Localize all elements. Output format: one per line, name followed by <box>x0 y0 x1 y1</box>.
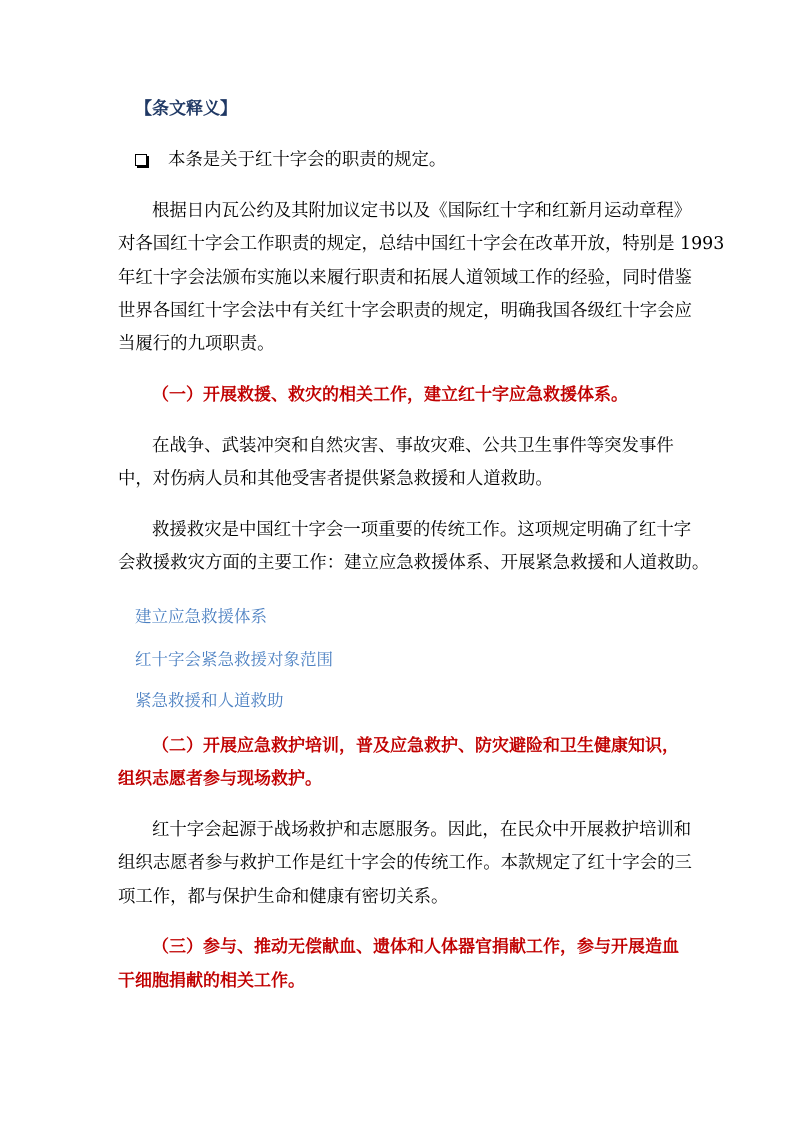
paragraph-line: 在战争、武装冲突和自然灾害、事故灾难、公共卫生事件等突发事件 <box>152 436 674 456</box>
section-heading: 【条文释义】 <box>135 99 237 119</box>
paragraph-line: 组织志愿者参与救护工作是红十字会的传统工作。本款规定了红十字会的三 <box>118 853 692 873</box>
link-emergency-humanitarian-aid[interactable]: 紧急救援和人道救助 <box>135 691 284 710</box>
paragraph-line: 救援救灾是中国红十字会一项重要的传统工作。这项规定明确了红十字 <box>152 520 692 540</box>
item-1-title: （一）开展救援、救灾的相关工作，建立红十字应急救援体系。 <box>152 385 628 405</box>
item-3-title-line: 干细胞捐献的相关工作。 <box>118 971 305 991</box>
paragraph-line: 当履行的九项职责。 <box>118 334 275 354</box>
paragraph-line: 对各国红十字会工作职责的规定，总结中国红十字会在改革开放，特别是 1993 <box>118 234 725 254</box>
item-2-title-line: （二）开展应急救护培训，普及应急救护、防灾避险和卫生健康知识， <box>152 736 679 756</box>
checkbox-square-icon <box>135 154 147 166</box>
link-emergency-rescue-system[interactable]: 建立应急救援体系 <box>135 607 267 626</box>
item-2-title-line: 组织志愿者参与现场救护。 <box>118 769 322 789</box>
intro-bullet-text: 本条是关于红十字会的职责的规定。 <box>168 150 447 170</box>
paragraph-line: 会救援救灾方面的主要工作：建立应急救援体系、开展紧急救援和人道救助。 <box>118 553 710 573</box>
paragraph-line: 世界各国红十字会法中有关红十字会职责的规定，明确我国各级红十字会应 <box>118 301 692 321</box>
link-rescue-target-scope[interactable]: 红十字会紧急救援对象范围 <box>135 650 333 669</box>
paragraph-line: 项工作，都与保护生命和健康有密切关系。 <box>118 887 449 907</box>
paragraph-line: 年红十字会法颁布实施以来履行职责和拓展人道领域工作的经验，同时借鉴 <box>118 268 692 288</box>
paragraph-line: 根据日内瓦公约及其附加议定书以及《国际红十字和红新月运动章程》 <box>152 201 692 221</box>
paragraph-line: 红十字会起源于战场救护和志愿服务。因此，在民众中开展救护培训和 <box>152 820 692 840</box>
item-3-title-line: （三）参与、推动无偿献血、遗体和人体器官捐献工作，参与开展造血 <box>152 937 679 957</box>
paragraph-line: 中，对伤病人员和其他受害者提供紧急救援和人道救助。 <box>118 469 553 489</box>
